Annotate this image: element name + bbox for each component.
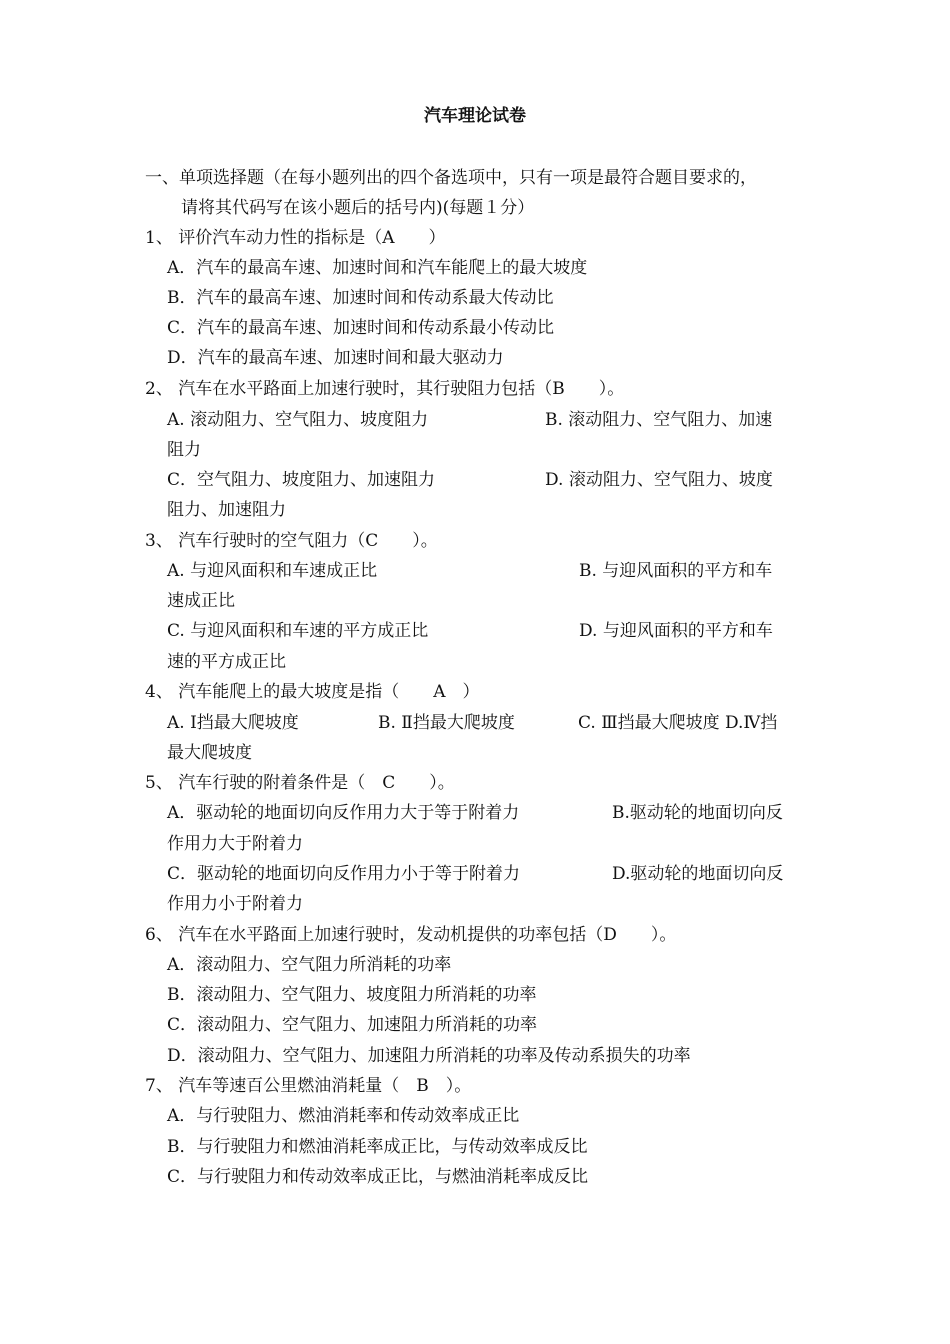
q5-option-a: A．驱动轮的地面切向反作用力大于等于附着力 [167,803,520,823]
question-7: 7、 汽车等速百公里燃油消耗量（ B ）。 [145,1076,472,1096]
question-2: 2、 汽车在水平路面上加速行驶时，其行驶阻力包括（B ）。 [145,379,625,399]
q5-option-b: B.驱动轮的地面切向反 [612,803,783,823]
q3-option-b-cont: 速成正比 [167,591,235,611]
q3-option-b: B. 与迎风面积的平方和车 [579,561,773,581]
q4-option-a: A. Ⅰ挡最大爬坡度 [167,713,299,733]
question-1: 1、 评价汽车动力性的指标是（A ） [145,228,446,248]
q7-option-a: A．与行驶阻力、燃油消耗率和传动效率成正比 [167,1106,520,1126]
question-5: 5、 汽车行驶的附着条件是（ C ）。 [145,773,455,793]
q6-option-a: A．滚动阻力、空气阻力所消耗的功率 [167,955,452,975]
q5-option-d-cont: 作用力小于附着力 [167,894,303,914]
q7-option-b: B．与行驶阻力和燃油消耗率成正比，与传动效率成反比 [167,1137,588,1157]
q2-option-c: C．空气阻力、坡度阻力、加速阻力 [167,470,436,490]
page-title: 汽车理论试卷 [424,106,526,126]
q1-option-d: D．汽车的最高车速、加速时间和最大驱动力 [167,348,504,368]
q4-option-c-d: C. Ⅲ挡最大爬坡度 D.Ⅳ挡 [578,713,778,733]
q4-option-d-cont: 最大爬坡度 [167,743,252,763]
q3-option-d-cont: 速的平方成正比 [167,652,286,672]
question-3: 3、 汽车行驶时的空气阻力（C ）。 [145,531,438,551]
q3-option-a: A. 与迎风面积和车速成正比 [167,561,378,581]
q2-option-b: B. 滚动阻力、空气阻力、加速 [545,410,773,430]
q1-option-a: A．汽车的最高车速、加速时间和汽车能爬上的最大坡度 [167,258,588,278]
q3-option-c: C. 与迎风面积和车速的平方成正比 [167,621,429,641]
q5-option-d: D.驱动轮的地面切向反 [612,864,784,884]
q6-option-c: C．滚动阻力、空气阻力、加速阻力所消耗的功率 [167,1015,538,1035]
q2-option-d-cont: 阻力、加速阻力 [167,500,286,520]
q4-option-b: B. Ⅱ挡最大爬坡度 [378,713,515,733]
q7-option-c: C．与行驶阻力和传动效率成正比，与燃油消耗率成反比 [167,1167,589,1187]
question-4: 4、 汽车能爬上的最大坡度是指（ A ） [145,682,480,702]
section-heading: 一、单项选择题（在每小题列出的四个备选项中，只有一项是最符合题目要求的， [145,168,757,188]
q5-option-c: C．驱动轮的地面切向反作用力小于等于附着力 [167,864,521,884]
q6-option-b: B．滚动阻力、空气阻力、坡度阻力所消耗的功率 [167,985,537,1005]
q2-option-d: D. 滚动阻力、空气阻力、坡度 [545,470,773,490]
q1-option-c: C．汽车的最高车速、加速时间和传动系最小传动比 [167,318,555,338]
q6-option-d: D．滚动阻力、空气阻力、加速阻力所消耗的功率及传动系损失的功率 [167,1046,691,1066]
q2-option-a: A. 滚动阻力、空气阻力、坡度阻力 [167,410,429,430]
q2-option-b-cont: 阻力 [167,440,201,460]
q1-option-b: B．汽车的最高车速、加速时间和传动系最大传动比 [167,288,554,308]
q5-option-b-cont: 作用力大于附着力 [167,834,303,854]
section-heading-cont: 请将其代码写在该小题后的括号内)(每题１分） [181,198,535,218]
question-6: 6、 汽车在水平路面上加速行驶时，发动机提供的功率包括（D ）。 [145,925,677,945]
q3-option-d: D. 与迎风面积的平方和车 [579,621,773,641]
